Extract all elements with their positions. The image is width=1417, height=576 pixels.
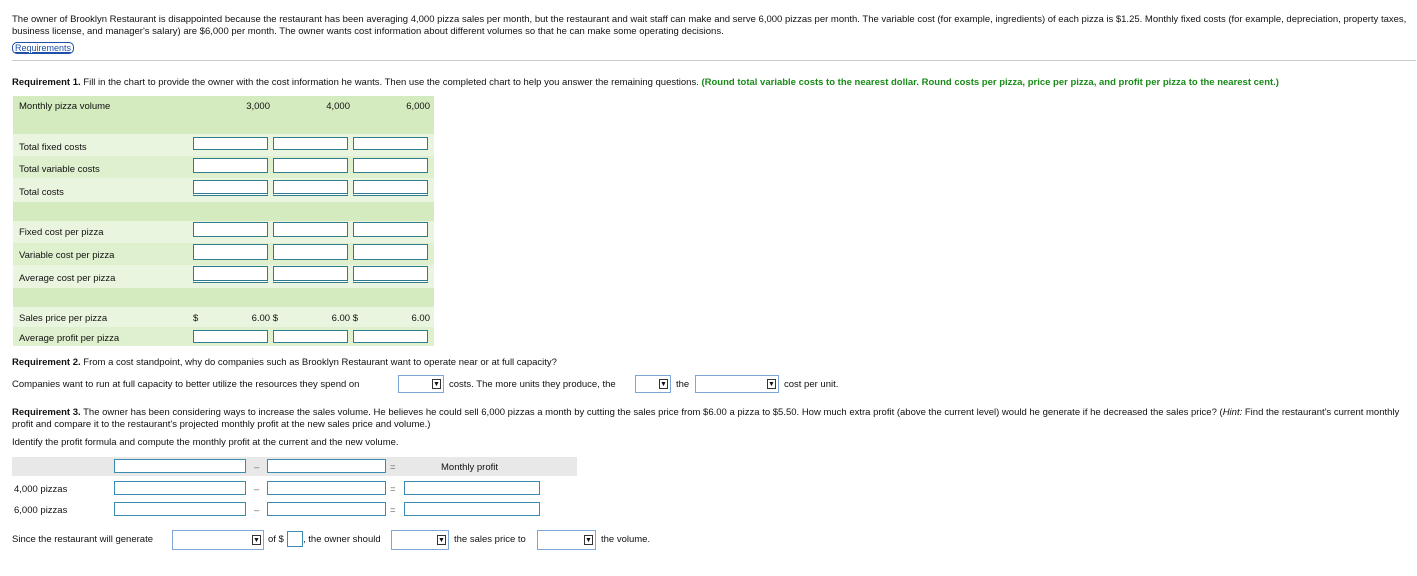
final-of: of $: [268, 534, 284, 545]
volume-3000: 3,000: [246, 101, 270, 112]
fixed-per-3000-input[interactable]: [193, 222, 268, 237]
sales-price-dollar: $: [193, 313, 199, 324]
profit-change-select[interactable]: [172, 530, 264, 550]
req3-text-b: Find the restaurant's current monthly profit and compare it to the restaurant's projected monthly profit at the new sales price and volume.): [12, 407, 1400, 430]
dropdown-arrow-icon: ▼: [433, 381, 440, 388]
dropdown-arrow-icon: ▼: [585, 537, 592, 544]
header-label: Monthly pizza volume: [19, 101, 111, 112]
sales-price-4000: 6.00 $: [331, 313, 358, 324]
row-total-variable: Total variable costs: [19, 164, 100, 175]
minus-sign: –: [254, 505, 260, 516]
fixed-per-4000-input[interactable]: [273, 222, 348, 237]
term2-6000-input[interactable]: [267, 502, 386, 516]
req3-identify: Identify the profit formula and compute the monthly profit at the current and the new volume.: [12, 437, 399, 448]
req2-text: From a cost standpoint, why do companies such as Brooklyn Restaurant want to operate near or at full capacity?: [80, 357, 557, 368]
volume-6000: 6,000: [406, 101, 430, 112]
req2-sentence-start: Companies want to run at full capacity to better utilize the resources they spend on: [12, 379, 360, 390]
row-sales-price: Sales price per pizza: [19, 313, 108, 324]
price-volume-select[interactable]: [537, 530, 596, 550]
avg-profit-3000-input[interactable]: [193, 330, 268, 343]
avg-profit-4000-input[interactable]: [273, 330, 348, 343]
extra-profit-input[interactable]: [287, 531, 303, 547]
req2-question: [12, 357, 557, 368]
total-fixed-6000-input[interactable]: [353, 137, 428, 150]
dropdown-arrow-icon: ▼: [768, 381, 775, 388]
action-select[interactable]: [391, 530, 449, 550]
req1-rounding-note: (Round total variable costs to the nearest dollar. Round costs per pizza, price per pizza, and profit per pizza to the nearest cent.): [701, 77, 1279, 88]
final-sentence-start: Since the restaurant will generate: [12, 534, 153, 545]
row-6000-pizzas: 6,000 pizzas: [14, 505, 68, 516]
row-avg-profit: Average profit per pizza: [19, 333, 120, 344]
req2-sentence-mid1: costs. The more units they produce, the: [449, 379, 616, 390]
avg-profit-6000-input[interactable]: [353, 330, 428, 343]
variable-per-6000-input[interactable]: [353, 244, 428, 260]
req2-sentence-end: cost per unit.: [784, 379, 839, 390]
total-costs-4000-input[interactable]: [273, 180, 348, 196]
term2-4000-input[interactable]: [267, 481, 386, 495]
total-fixed-4000-input[interactable]: [273, 137, 348, 150]
req2-title: Requirement 2.: [12, 357, 81, 368]
fixed-per-6000-input[interactable]: [353, 222, 428, 237]
equals-sign: =: [390, 462, 396, 473]
variable-per-4000-input[interactable]: [273, 244, 348, 260]
equals-sign: =: [390, 484, 396, 495]
final-end: the volume.: [601, 534, 651, 545]
sales-price-6000: 6.00: [411, 313, 430, 324]
spacer-band: [13, 288, 434, 307]
cost-type-select[interactable]: [398, 375, 444, 393]
row-total-costs: Total costs: [19, 187, 64, 198]
row-4000-pizzas: 4,000 pizzas: [14, 484, 68, 495]
req3-title: Requirement 3.: [12, 407, 81, 418]
spacer-band: [13, 115, 434, 134]
term1-4000-input[interactable]: [114, 481, 246, 495]
term1-6000-input[interactable]: [114, 502, 246, 516]
formula-term2-select[interactable]: [267, 459, 386, 473]
req2-sentence-mid2: the: [676, 379, 690, 390]
monthly-profit-header: Monthly profit: [441, 462, 499, 473]
average-per-4000-input[interactable]: [273, 266, 348, 283]
dropdown-arrow-icon: ▼: [253, 537, 260, 544]
req1-instructions: [12, 77, 1412, 88]
divider: [12, 60, 1416, 61]
spacer-band: [13, 202, 434, 221]
profit-4000-input[interactable]: [404, 481, 540, 495]
direction-select[interactable]: [635, 375, 671, 393]
total-variable-6000-input[interactable]: [353, 158, 428, 173]
req1-text: Fill in the chart to provide the owner with the cost information he wants. Then use the completed chart to help you answer the remaining questions.: [80, 77, 702, 88]
minus-sign: –: [254, 484, 260, 495]
minus-sign: –: [254, 462, 260, 473]
variable-per-3000-input[interactable]: [193, 244, 268, 260]
average-per-6000-input[interactable]: [353, 266, 428, 283]
total-variable-3000-input[interactable]: [193, 158, 268, 173]
dropdown-arrow-icon: ▼: [438, 537, 445, 544]
total-variable-4000-input[interactable]: [273, 158, 348, 173]
row-total-fixed: Total fixed costs: [19, 142, 87, 153]
row-fixed-per: Fixed cost per pizza: [19, 227, 104, 238]
problem-intro: The owner of Brooklyn Restaurant is disappointed because the restaurant has been averaging 4,000 pizza sales per month, but the restaurant and wait staff can make and serve 6,000 pizzas per month. The variable cost (for example, ingredients) of each pizza is $1.25. Monthly fixed costs (for example, depreciation, property taxes, business license, and manager's salary) are $6,000 per month. The owner wants cost information about different volumes so that he can make some operating decisions.: [12, 14, 1407, 37]
dropdown-arrow-icon: ▼: [660, 381, 667, 388]
requirements-link[interactable]: Requirements: [12, 42, 74, 54]
profit-6000-input[interactable]: [404, 502, 540, 516]
row-average-per: Average cost per pizza: [19, 273, 116, 284]
req3-text-a: The owner has been considering ways to increase the sales volume. He believes he could sell 6,000 pizzas a month by cutting the sales price from $6.00 a pizza to $5.50. How much extra profit (above the current level) would he generate if he decreased the sales price? (: [80, 407, 1223, 418]
req1-title: Requirement 1.: [12, 77, 81, 88]
total-costs-3000-input[interactable]: [193, 180, 268, 196]
total-fixed-3000-input[interactable]: [193, 137, 268, 150]
final-owner: , the owner should: [303, 534, 381, 545]
sales-price-3000: 6.00 $: [251, 313, 278, 324]
final-price: the sales price to: [454, 534, 526, 545]
req3-hint: Hint:: [1222, 407, 1243, 418]
req3-question: [12, 407, 1412, 431]
cost-level-select[interactable]: [695, 375, 779, 393]
equals-sign: =: [390, 505, 396, 516]
volume-4000: 4,000: [326, 101, 350, 112]
average-per-3000-input[interactable]: [193, 266, 268, 283]
total-costs-6000-input[interactable]: [353, 180, 428, 196]
formula-term1-select[interactable]: [114, 459, 246, 473]
row-variable-per: Variable cost per pizza: [19, 250, 115, 261]
